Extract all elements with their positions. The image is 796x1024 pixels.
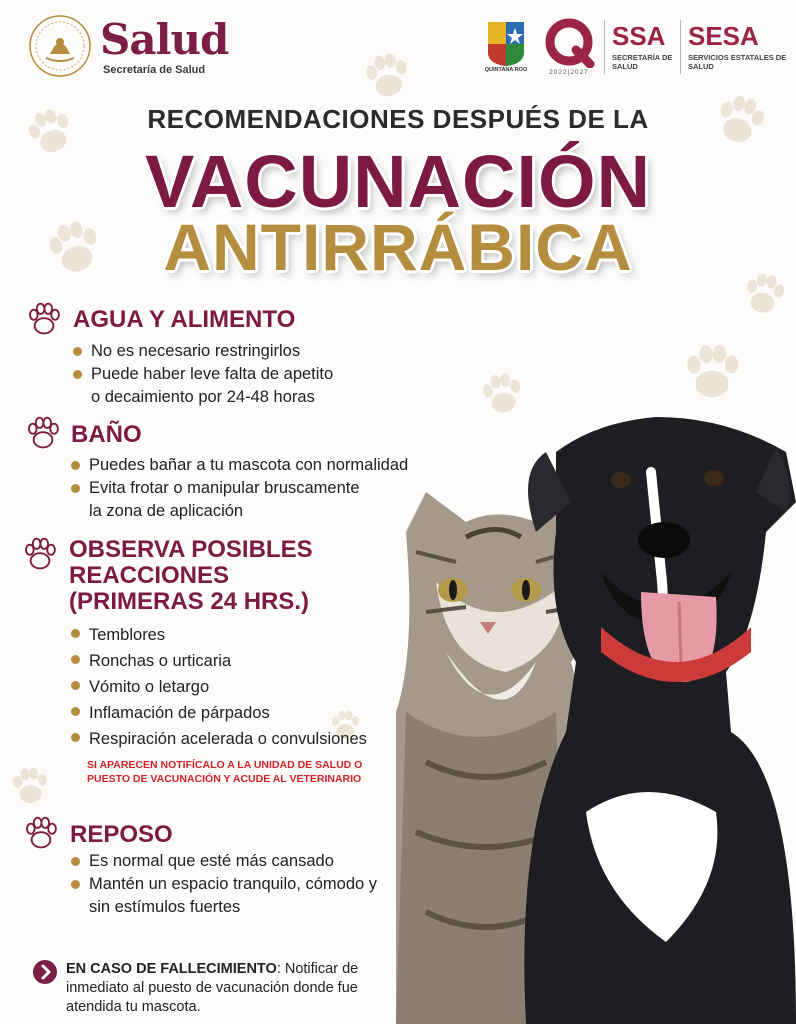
- sesa-logo: SESA: [688, 21, 759, 51]
- title-pre: RECOMENDACIONES DESPUÉS DE LA: [147, 104, 649, 134]
- cat-and-dog-image: [396, 412, 796, 1024]
- header-divider: [680, 20, 681, 74]
- q-logo-years: 2022|2027: [549, 69, 589, 76]
- list-item: Respiración acelerada o convulsiones: [71, 726, 367, 752]
- section-heading-reactions: OBSERVA POSIBLES REACCIONES (PRIMERAS 24 HRS.): [69, 536, 313, 615]
- mexico-seal-icon: [28, 14, 92, 78]
- paw-icon: [23, 537, 57, 571]
- list-item: Puedes bañar a tu mascota con normalidad: [71, 454, 408, 477]
- sesa-subtitle: SERVICIOS ESTATALES DE SALUD: [688, 53, 787, 71]
- section-list-rest: [71, 850, 377, 919]
- section-heading-water-food: AGUA Y ALIMENTO: [73, 306, 296, 333]
- list-item: Es normal que esté más cansado: [71, 850, 377, 873]
- alert-notice: SI APARECEN NOTIFÍCALO A LA UNIDAD DE SALUD O PUESTO DE VACUNACIÓN Y ACUDE AL VETERINARIO: [87, 759, 363, 785]
- brand-salud: Salud: [100, 15, 229, 64]
- section-list-bath: [71, 454, 408, 523]
- header: [0, 0, 796, 95]
- list-item: Temblores: [71, 622, 367, 648]
- list-item: Puede haber leve falta de apetito o decaimiento por 24-48 horas: [73, 363, 333, 409]
- list-item: Vómito o letargo: [71, 674, 367, 700]
- paw-icon: [27, 302, 61, 336]
- list-item: Mantén un espacio tranquilo, cómodo y sin estímulos fuertes: [71, 873, 377, 919]
- title-sub: ANTIRRÁBICA: [163, 210, 633, 284]
- section-list-reactions: [71, 622, 367, 752]
- list-item: No es necesario restringirlos: [73, 340, 333, 363]
- brand-subtitle: Secretaría de Salud: [103, 64, 206, 76]
- quintana-roo-label: QUINTANA ROO: [484, 67, 528, 73]
- section-heading-rest: REPOSO: [70, 821, 173, 848]
- list-item: Inflamación de párpados: [71, 700, 367, 726]
- ssa-logo: SSA: [612, 21, 666, 51]
- list-item: Evita frotar o manipular bruscamente la zona de aplicación: [71, 477, 408, 523]
- list-item: Ronchas o urticaria: [71, 648, 367, 674]
- ssa-subtitle: SECRETARÍA DE SALUD: [612, 53, 673, 71]
- footer-notice: EN CASO DE FALLECIMIENTO: Notificar de inmediato al puesto de vacunación donde fue atendida tu mascota.: [66, 961, 359, 1015]
- paw-icon: [24, 816, 58, 850]
- title-main: VACUNACIÓN: [144, 140, 652, 223]
- q-logo-icon: [540, 18, 598, 68]
- section-heading-bath: BAÑO: [71, 421, 142, 448]
- paw-icon: [26, 416, 60, 450]
- header-divider: [604, 20, 605, 74]
- chevron-right-icon: [33, 960, 57, 984]
- section-list-water-food: [73, 340, 333, 409]
